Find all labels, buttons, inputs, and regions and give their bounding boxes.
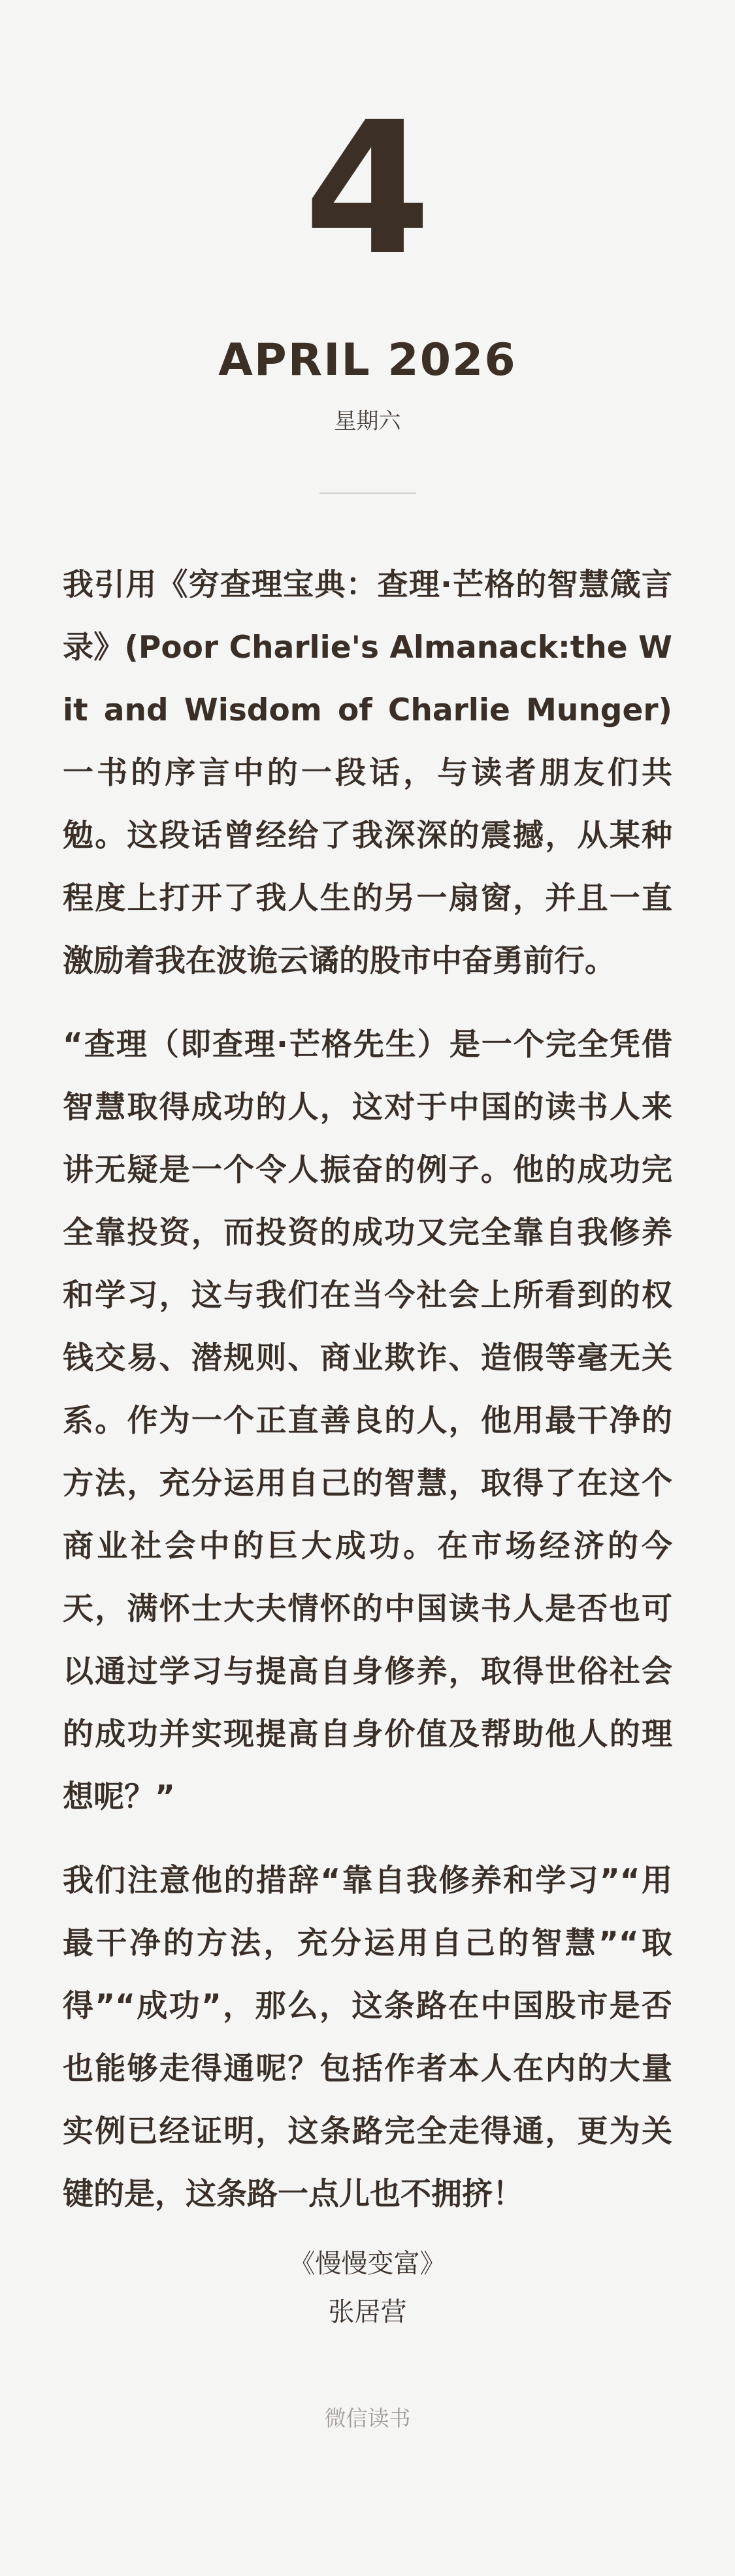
footer-brand: 微信读书	[324, 2406, 411, 2431]
book-title: 《慢慢变富》	[289, 2249, 446, 2279]
date-day: 4	[304, 83, 431, 296]
divider	[319, 492, 416, 494]
quote-content	[0, 554, 735, 2226]
date-month-year: APRIL 2026	[218, 334, 517, 386]
date-block	[0, 0, 735, 432]
author-name: 张居营	[328, 2297, 407, 2327]
quote-paragraph-2: “查理（即查理·芒格先生）是一个完全凭借智慧取得成功的人，这对于中国的读书人来讲无疑是一个令人振奋的例子。他的成功完全靠投资，而投资的成功又完全靠自我修养和学习，这与我们在当今社会上所看到的权钱交易、潜规则、商业欺诈、造假等毫无关系。作为一个正直善良的人，他用最干净的方法，充分运用自己的智慧，取得了在这个商业社会中的巨大成功。在市场经济的今天，满怀士大夫情怀的中国读书人是否也可以通过学习与提高自身修养，取得世俗社会的成功并实现提高自身价值及帮助他人的理想呢？”	[63, 1027, 672, 1815]
quote-paragraph-3: 我们注意他的措辞“靠自我修养和学习”“用最干净的方法，充分运用自己的智慧”“取得”“成功”，那么，这条路在中国股市是否也能够走得通呢？包括作者本人在内的大量实例已经证明，这条路完全走得通，更为关键的是，这条路一点儿也不拥挤！	[63, 1863, 672, 2212]
quote-paragraph-1: 我引用《穷查理宝典：查理·芒格的智慧箴言录》(Poor Charlie's Almanack:the Wit and Wisdom of Charlie Munger)一书的序言中的一段话，与读者朋友们共勉。这段话曾经给了我深深的震撼，从某种程度上打开了我人生的另一扇窗，并且一直激励着我在波诡云谲的股市中奋勇前行。	[63, 567, 672, 979]
date-weekday: 星期六	[334, 408, 401, 434]
